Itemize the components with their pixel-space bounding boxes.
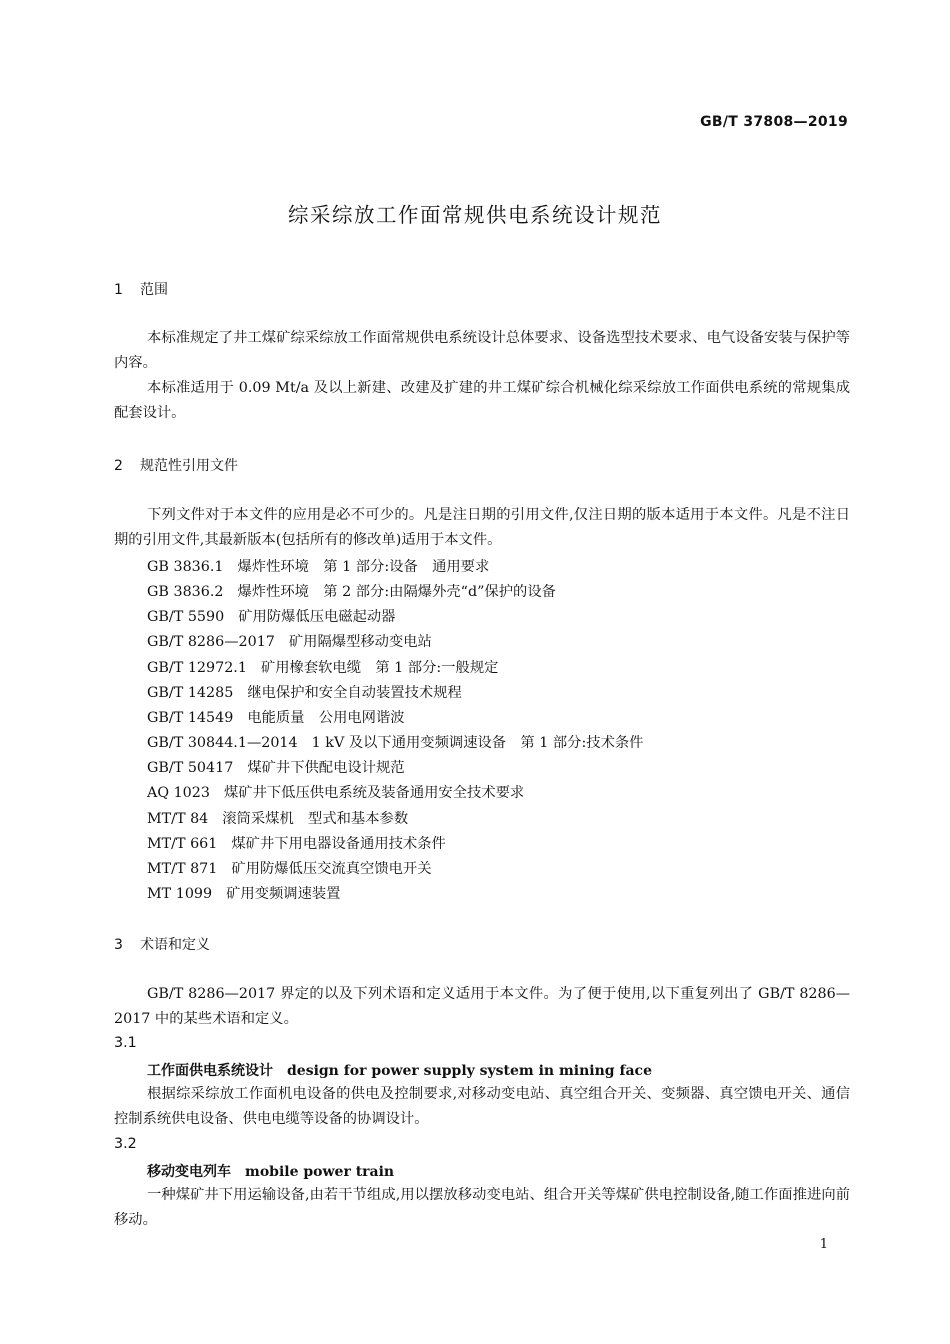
reference-code: GB/T 8286—2017 xyxy=(147,634,275,650)
reference-title: 1 kV 及以下通用变频调速设备 第 1 部分:技术条件 xyxy=(311,735,644,751)
document-title: 综采综放工作面常规供电系统设计规范 xyxy=(288,203,662,227)
term-heading xyxy=(147,1161,394,1181)
reference-code: GB/T 14285 xyxy=(147,685,234,701)
reference-item xyxy=(147,682,462,702)
section-title: 范围 xyxy=(140,282,168,298)
reference-code: MT/T 84 xyxy=(147,811,209,827)
section-number: 2 xyxy=(114,458,123,474)
reference-title: 继电保护和安全自动装置技术规程 xyxy=(247,685,462,701)
reference-title: 爆炸性环境 第 1 部分:设备 通用要求 xyxy=(237,559,490,575)
reference-code: AQ 1023 xyxy=(147,785,210,801)
section-title: 规范性引用文件 xyxy=(140,458,238,474)
reference-code: MT 1099 xyxy=(147,886,213,902)
reference-code: GB/T 50417 xyxy=(147,760,234,776)
reference-item xyxy=(147,606,395,626)
reference-item xyxy=(147,657,498,677)
reference-item xyxy=(147,631,432,651)
term-definition: 根据综采综放工作面机电设备的供电及控制要求,对移动变电站、真空组合开关、变频器、真空馈电开关、通信控制系统供电设备、供电电缆等设备的协调设计。 xyxy=(114,1086,850,1127)
reference-item xyxy=(147,707,405,727)
reference-item xyxy=(147,732,643,752)
reference-code: GB/T 5590 xyxy=(147,609,225,625)
reference-title: 矿用防爆低压交流真空馈电开关 xyxy=(231,861,432,877)
reference-item xyxy=(147,808,408,828)
section-number: 3 xyxy=(114,937,123,953)
reference-title: 煤矿井下供配电设计规范 xyxy=(247,760,405,776)
section-title: 术语和定义 xyxy=(140,937,210,953)
reference-title: 矿用变频调速装置 xyxy=(226,886,341,902)
reference-code: GB 3836.1 xyxy=(147,559,224,575)
reference-title: 煤矿井下低压供电系统及装备通用安全技术要求 xyxy=(223,785,525,801)
section-2-intro: 下列文件对于本文件的应用是必不可少的。凡是注日期的引用文件,仅注日期的版本适用于本文件。凡是不注日期的引用文件,其最新版本(包括所有的修改单)适用于本文件。 xyxy=(114,507,850,548)
reference-title: 矿用隔爆型移动变电站 xyxy=(288,634,432,650)
term-zh: 移动变电列车 xyxy=(147,1164,231,1180)
page-number: 1 xyxy=(819,1237,828,1252)
reference-item xyxy=(147,782,524,802)
term-zh: 工作面供电系统设计 xyxy=(147,1063,273,1079)
reference-title: 煤矿井下用电器设备通用技术条件 xyxy=(231,836,446,852)
reference-item xyxy=(147,556,489,576)
section-number: 1 xyxy=(114,282,123,298)
section-3-intro: GB/T 8286—2017 界定的以及下列术语和定义适用于本文件。为了便于使用,以下重复列出了 GB/T 8286—2017 中的某些术语和定义。 xyxy=(114,986,850,1027)
reference-code: GB/T 30844.1—2014 xyxy=(147,735,298,751)
reference-code: MT/T 661 xyxy=(147,836,218,852)
reference-title: 电能质量 公用电网谐波 xyxy=(247,710,405,726)
reference-code: GB 3836.2 xyxy=(147,584,224,600)
reference-title: 矿用橡套软电缆 第 1 部分:一般规定 xyxy=(260,660,499,676)
term-number: 3.2 xyxy=(114,1136,137,1152)
section-1-paragraph: 本标准规定了井工煤矿综采综放工作面常规供电系统设计总体要求、设备选型技术要求、电气设备安装与保护等内容。 xyxy=(114,330,850,371)
reference-code: GB/T 12972.1 xyxy=(147,660,247,676)
reference-item xyxy=(147,883,340,903)
reference-item xyxy=(147,581,556,601)
section-3-heading xyxy=(114,934,210,954)
term-number: 3.1 xyxy=(114,1035,137,1051)
reference-code: MT/T 871 xyxy=(147,861,218,877)
reference-title: 滚筒采煤机 型式和基本参数 xyxy=(222,811,409,827)
term-en: mobile power train xyxy=(245,1164,395,1180)
reference-item xyxy=(147,833,446,853)
section-1-paragraph: 本标准适用于 0.09 Mt/a 及以上新建、改建及扩建的井工煤矿综合机械化综采综放工作面供电系统的常规集成配套设计。 xyxy=(114,380,850,421)
term-heading xyxy=(147,1060,652,1080)
reference-item xyxy=(147,858,432,878)
reference-title: 爆炸性环境 第 2 部分:由隔爆外壳“d”保护的设备 xyxy=(237,584,556,600)
standard-code: GB/T 37808—2019 xyxy=(700,114,848,130)
section-1-heading xyxy=(114,279,168,299)
reference-title: 矿用防爆低压电磁起动器 xyxy=(238,609,396,625)
reference-item xyxy=(147,757,405,777)
term-en: design for power supply system in mining face xyxy=(287,1063,652,1079)
reference-code: GB/T 14549 xyxy=(147,710,234,726)
term-definition: 一种煤矿井下用运输设备,由若干节组成,用以摆放移动变电站、组合开关等煤矿供电控制设备,随工作面推进向前移动。 xyxy=(114,1187,850,1228)
section-2-heading xyxy=(114,455,238,475)
